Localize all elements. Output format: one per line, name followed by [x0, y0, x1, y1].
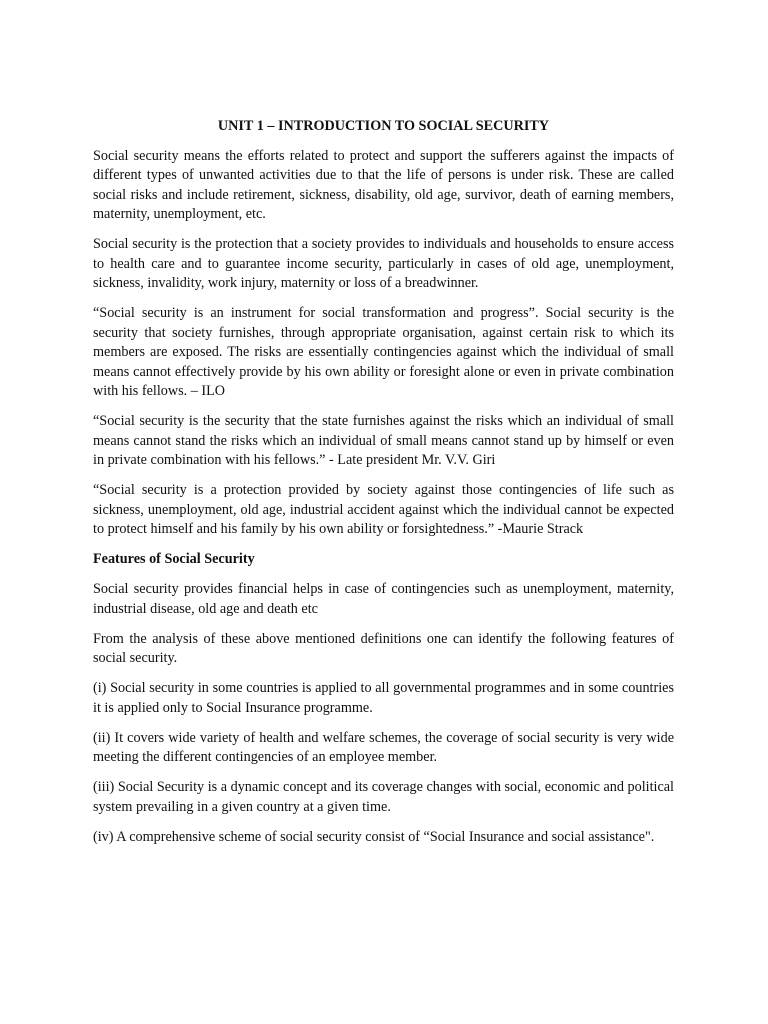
feature-item-3: (iii) Social Security is a dynamic concept and its coverage changes with social, economic and political system prevailing in a given country at a given time. [93, 779, 674, 815]
paragraph-ilo-quote: “Social security is an instrument for social transformation and progress”. Social security is the security that society furnishes, through appropriate organisation, against certain risk to which its members are exposed. The risks are essentially contingencies against which the individual of small means cannot effectively provide by his own ability or foresight alone or even in private combination with his fellows. – ILO [93, 305, 674, 399]
paragraph-definition: Social security means the efforts related to protect and support the sufferers against the impacts of different types of unwanted activities due to that the life of persons is under risk. These are called social risks and include retirement, sickness, disability, old age, survivor, death of earning members, maternity, unemployment, etc. [93, 147, 674, 222]
paragraph-giri-quote: “Social security is the security that the state furnishes against the risks which an individual of small means cannot stand the risks which an individual of small means cannot stand up by himself or even in private combination with his fellows.” - Late president Mr. V.V. Giri [93, 413, 674, 468]
feature-item-2: (ii) It covers wide variety of health and welfare schemes, the coverage of social security is very wide meeting the different contingencies of an employee member. [93, 729, 674, 765]
feature-item-1: (i) Social security in some countries is applied to all governmental programmes and in some countries it is applied only to Social Insurance programme. [93, 680, 674, 716]
feature-item-4: (iv) A comprehensive scheme of social security consist of “Social Insurance and social assistance". [93, 828, 655, 845]
paragraph-analysis: From the analysis of these above mentioned definitions one can identify the following features of social security. [93, 630, 674, 666]
paragraph-protection: Social security is the protection that a society provides to individuals and households to ensure access to health care and to guarantee income security, particularly in cases of old age, unemployment, sickness, invalidity, work injury, maternity or loss of a breadwinner. [93, 236, 674, 291]
document-title: UNIT 1 – INTRODUCTION TO SOCIAL SECURITY [217, 118, 550, 134]
document-page [93, 117, 674, 858]
paragraph-financial-help: Social security provides financial helps in case of contingencies such as unemployment, maternity, industrial disease, old age and death etc [93, 581, 674, 617]
features-heading: Features of Social Security [93, 551, 255, 567]
paragraph-strack-quote: “Social security is a protection provided by society against those contingencies of life such as sickness, unemployment, old age, industrial accident against which the individual cannot be expected to protect himself and his family by his own ability or forsightedness.” -Maurie Strack [93, 482, 674, 537]
